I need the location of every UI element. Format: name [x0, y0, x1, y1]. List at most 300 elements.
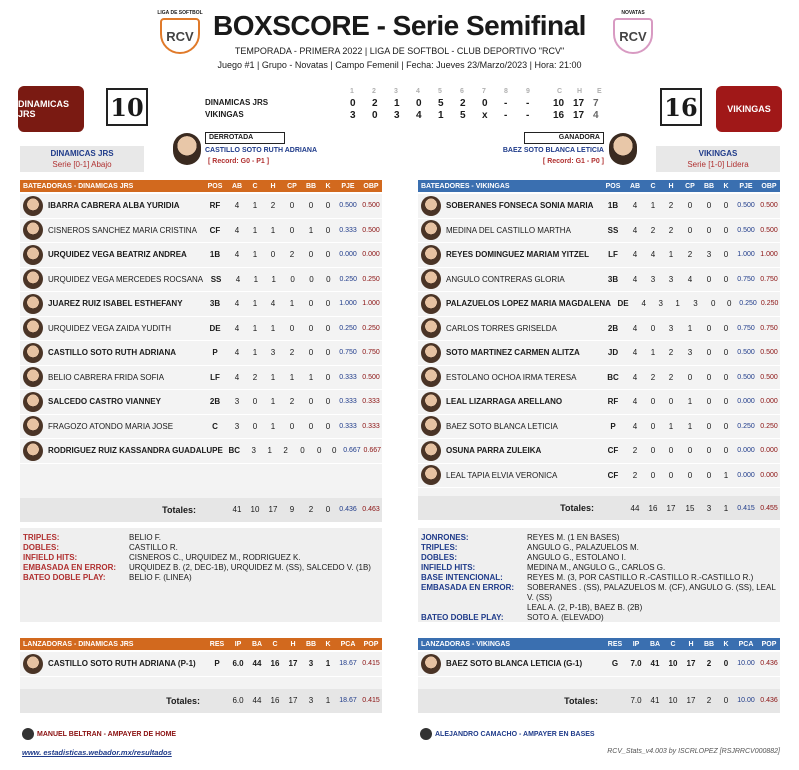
- player-row[interactable]: [418, 219, 780, 244]
- stat-bb: 0: [308, 299, 314, 309]
- home-batting-totals: [418, 496, 780, 520]
- note-row: [421, 573, 780, 583]
- player-row[interactable]: [418, 415, 780, 440]
- stat-c: 0: [252, 421, 258, 431]
- stat-h: 1: [270, 372, 276, 382]
- stat-pje: 0.333: [339, 226, 357, 234]
- stat-h: 3: [270, 348, 276, 358]
- league-logo-left: LIGA DE SOFTBOL RCV: [150, 10, 210, 60]
- player-row[interactable]: [20, 415, 382, 440]
- player-avatar: [23, 318, 43, 338]
- inning-runs: 0: [372, 110, 378, 121]
- inning-runs: -: [526, 110, 530, 121]
- total-ba: 44: [252, 696, 262, 705]
- stat-pos: BC: [607, 372, 619, 382]
- inning-runs: 5: [460, 110, 466, 121]
- stat-bb: 0: [308, 201, 314, 211]
- stat-pje: 0.250: [739, 300, 757, 308]
- player-row[interactable]: [418, 317, 780, 342]
- rhe-header: E: [597, 88, 602, 95]
- stat-k: 0: [326, 274, 331, 284]
- note-key: INFIELD HITS:: [23, 553, 78, 562]
- column-header: IP: [234, 640, 242, 648]
- player-avatar: [421, 220, 441, 240]
- note-key: DOBLES:: [23, 543, 59, 552]
- stat-pos: SS: [210, 274, 222, 284]
- stat-pje: 0.333: [339, 398, 357, 406]
- away-score: 10: [106, 88, 148, 126]
- note-value: ANGULO G., ESTOLANO I.: [527, 553, 626, 562]
- away-pitching-title: LANZADORAS - DINAMICAS JRS: [23, 640, 134, 648]
- player-row[interactable]: [20, 243, 382, 268]
- player-name: BELIO CABRERA FRIDA SOFIA: [48, 372, 165, 382]
- column-header: BA: [649, 640, 661, 648]
- away-pitching-header: [20, 638, 382, 650]
- stat-obp: 0.250: [362, 324, 380, 332]
- stat-h: 0: [668, 397, 674, 407]
- note-row: [421, 543, 780, 553]
- note-key: JONRONES:: [421, 533, 469, 542]
- stat-k: 0: [723, 421, 729, 431]
- umpire-icon: [22, 728, 34, 740]
- player-avatar: [23, 269, 43, 289]
- table-filler: [418, 488, 780, 496]
- note-row: [23, 543, 382, 553]
- stat-pos: 3B: [209, 299, 221, 309]
- column-header: PJE: [739, 182, 753, 190]
- stat-k: 0: [723, 397, 729, 407]
- stat-bb: 0: [706, 397, 712, 407]
- player-row[interactable]: [20, 439, 382, 464]
- stat-pos: CF: [607, 470, 619, 480]
- stat-cp: 0: [687, 372, 693, 382]
- inning-header: 8: [504, 88, 508, 95]
- home-batting-title: BATEADORES - VIKINGAS: [421, 182, 510, 190]
- stat-k: 0: [332, 446, 337, 456]
- away-pitching-table: [20, 638, 382, 713]
- player-row[interactable]: [20, 194, 382, 219]
- total-pje: 0.415: [737, 504, 755, 512]
- rhe-value: 17: [573, 98, 585, 109]
- stat-ab: 4: [632, 323, 638, 333]
- stat-pos: 3B: [607, 274, 619, 284]
- player-row[interactable]: [418, 439, 780, 464]
- column-header: PCA: [340, 640, 356, 648]
- stat-c: 2: [650, 372, 656, 382]
- stat-pje: 1.000: [339, 300, 357, 308]
- stat-obp: 0.500: [362, 226, 380, 234]
- stat-ab: 4: [632, 250, 638, 260]
- note-key: EMBASADA EN ERROR:: [23, 563, 117, 572]
- note-value: BELIO F.: [129, 533, 162, 542]
- note-value: BELIO F. (LINEA): [129, 573, 192, 582]
- stat-cp: 0: [687, 446, 693, 456]
- rhe-value: 16: [553, 110, 565, 121]
- note-value: LEAL A. (2, P-1B), BAEZ B. (2B): [527, 603, 643, 612]
- stat-c: 1: [252, 250, 258, 260]
- total-ip: 6.0: [232, 696, 244, 705]
- stat-c: 0: [252, 397, 258, 407]
- home-pitching-table: [418, 638, 780, 713]
- total-ip: 7.0: [630, 696, 642, 705]
- stat-k: 0: [723, 274, 729, 284]
- stat-ab: 3: [234, 421, 240, 431]
- total-pca: 18.67: [339, 697, 357, 704]
- stat-ab: 2: [632, 446, 638, 456]
- stat-pop: 0.436: [760, 660, 778, 668]
- column-header: C: [650, 182, 656, 190]
- stat-h: 1: [270, 397, 276, 407]
- stat-obp: 0.500: [362, 373, 380, 381]
- stat-k: 0: [325, 323, 331, 333]
- note-key: EMBASADA EN ERROR:: [421, 583, 515, 592]
- away-batting-totals: [20, 498, 382, 522]
- stat-k: 0: [723, 250, 729, 260]
- stat-h: 2: [668, 348, 674, 358]
- inning-runs: 0: [416, 98, 422, 109]
- total-c: 16: [648, 503, 658, 513]
- player-name: LEAL LIZARRAGA ARELLANO: [446, 397, 563, 407]
- player-avatar: [421, 416, 441, 436]
- stat-k: 0: [325, 348, 331, 358]
- total-pje: 0.436: [339, 506, 357, 513]
- stat-cp: 1: [289, 299, 295, 309]
- column-header: RES: [209, 640, 225, 648]
- note-value: URQUIDEZ B. (2, DEC-1B), URQUIDEZ M. (SS), SALCEDO V. (1B): [129, 563, 371, 572]
- total-pca: 10.00: [737, 697, 755, 704]
- player-row[interactable]: [418, 268, 780, 293]
- loser-label: DERROTADA: [205, 132, 285, 144]
- stat-ab: 4: [632, 274, 638, 284]
- stat-pos: RF: [209, 201, 221, 211]
- inning-runs: 0: [350, 98, 356, 109]
- total-cp: 15: [685, 503, 695, 513]
- inning-runs: 1: [394, 98, 400, 109]
- stat-pje: 0.500: [339, 202, 357, 210]
- away-batting-header: [20, 180, 382, 192]
- stat-obp: 0.000: [760, 398, 778, 406]
- rhe-value: 4: [593, 110, 599, 121]
- player-avatar: [23, 392, 43, 412]
- stat-cp: 2: [687, 250, 693, 260]
- home-score: 16: [660, 88, 702, 126]
- player-name: URQUIDEZ VEGA MERCEDES ROCSANA: [48, 274, 204, 284]
- total-h: 17: [288, 696, 298, 705]
- away-notes: [20, 528, 382, 622]
- stat-cp: 0: [289, 201, 295, 211]
- stat-c: 2: [650, 225, 656, 235]
- inning-runs: 3: [394, 110, 400, 121]
- stat-bb: 1: [308, 372, 314, 382]
- stat-pje: 0.333: [339, 373, 357, 381]
- total-obp: 0.455: [760, 504, 778, 512]
- player-avatar: [23, 441, 43, 461]
- stat-pje: 0.500: [737, 202, 755, 210]
- stat-obp: 0.500: [362, 202, 380, 210]
- column-header: C: [252, 182, 258, 190]
- player-avatar: [23, 196, 43, 216]
- player-row[interactable]: [418, 341, 780, 366]
- home-pitching-header: [418, 638, 780, 650]
- player-row[interactable]: [20, 268, 382, 293]
- home-batting-table: [418, 180, 780, 520]
- inning-runs: 5: [438, 98, 444, 109]
- away-team-card: DINAMICAS JRS Serie [0-1] Abajo: [20, 146, 144, 172]
- player-name: CISNEROS SANCHEZ MARIA CRISTINA: [48, 225, 197, 235]
- inning-runs: 2: [460, 98, 466, 109]
- stat-ab: 4: [235, 274, 241, 284]
- stat-pos: 1B: [607, 201, 619, 211]
- league-logo-right-text: RCV: [613, 18, 653, 54]
- note-value: ANGULO G., PALAZUELOS M.: [527, 543, 639, 552]
- inning-runs: 0: [482, 98, 488, 109]
- inning-runs: 4: [416, 110, 422, 121]
- player-row[interactable]: [20, 219, 382, 244]
- total-obp: 0.463: [362, 506, 380, 513]
- stat-bb: 0: [706, 225, 712, 235]
- stat-h: 2: [668, 201, 674, 211]
- game-line: Juego #1 | Grupo - Novatas | Campo Femenil | Fecha: Jueves 23/Marzo/2023 | Hora: 21:00: [217, 60, 582, 70]
- player-name: LEAL TAPIA ELVIA VERONICA: [446, 470, 558, 480]
- stat-c: 1: [252, 348, 258, 358]
- website-link[interactable]: www. estadisticas.webador.mx/resultados: [22, 748, 172, 757]
- stat-bb: 0: [308, 348, 314, 358]
- player-name: CASTILLO SOTO RUTH ADRIANA: [48, 348, 176, 358]
- season-line: TEMPORADA - PRIMERA 2022 | LIGA DE SOFTBOL - CLUB DEPORTIVO "RCV": [234, 46, 565, 56]
- player-name: URQUIDEZ VEGA BEATRIZ ANDREA: [48, 250, 187, 260]
- umpire-icon: [420, 728, 432, 740]
- note-row: [421, 533, 780, 543]
- pitcher-row[interactable]: [20, 652, 382, 677]
- player-row[interactable]: [20, 317, 382, 342]
- pitcher-row[interactable]: [418, 652, 780, 677]
- player-row[interactable]: [418, 390, 780, 415]
- stat-pos: DE: [209, 323, 221, 333]
- line-team-name: DINAMICAS JRS: [205, 98, 269, 107]
- column-header: BA: [251, 640, 263, 648]
- away-batting-title: BATEADORAS - DINAMICAS JRS: [23, 182, 134, 190]
- column-header: K: [325, 182, 331, 190]
- stat-c: 16: [270, 659, 280, 669]
- stat-obp: 0.000: [760, 447, 778, 455]
- stat-c: 3: [658, 299, 663, 309]
- home-notes: [418, 528, 780, 622]
- stat-h: 4: [270, 299, 276, 309]
- note-row: [421, 603, 780, 613]
- winner-label: GANADORA: [524, 132, 604, 144]
- note-row: [23, 573, 382, 583]
- home-pitching-totals: [418, 689, 780, 713]
- player-name: CARLOS TORRES GRISELDA: [446, 323, 557, 333]
- player-avatar: [23, 294, 43, 314]
- stat-ab: 4: [234, 250, 240, 260]
- total-h: 17: [666, 503, 676, 513]
- inning-header: 7: [482, 88, 486, 95]
- column-header: POS: [207, 182, 223, 190]
- player-row[interactable]: [20, 341, 382, 366]
- column-header: IP: [632, 640, 640, 648]
- stat-ab: 4: [632, 397, 638, 407]
- total-pop: 0.415: [362, 697, 380, 704]
- stat-cp: 1: [687, 323, 693, 333]
- player-row[interactable]: [20, 390, 382, 415]
- home-pitching-title: LANZADORAS - VIKINGAS: [421, 640, 511, 648]
- total-bb: 2: [308, 505, 314, 514]
- stat-obp: 0.750: [760, 324, 778, 332]
- note-value: SOTO A. (ELEVADO): [527, 613, 604, 622]
- stat-bb: 0: [706, 470, 712, 480]
- player-avatar: [421, 465, 441, 485]
- inning-runs: 3: [350, 110, 356, 121]
- note-key: TRIPLES:: [23, 533, 60, 542]
- player-row[interactable]: [418, 243, 780, 268]
- line-score-row: [205, 98, 605, 110]
- umpire-bases: ALEJANDRO CAMACHO - AMPAYER EN BASES: [420, 728, 595, 740]
- table-filler: [20, 464, 382, 498]
- stat-bb: 3: [706, 250, 712, 260]
- stat-k: 1: [723, 470, 729, 480]
- column-header: BB: [703, 182, 715, 190]
- inning-runs: 2: [372, 98, 378, 109]
- column-header: POP: [363, 640, 379, 648]
- total-pop: 0.436: [760, 697, 778, 704]
- total-c: 10: [250, 505, 260, 514]
- stat-c: 0: [650, 470, 656, 480]
- stat-ip: 6.0: [232, 659, 244, 669]
- home-batting-header: [418, 180, 780, 192]
- stat-h: 3: [668, 274, 674, 284]
- stat-cp: 0: [289, 225, 295, 235]
- stat-ab: 4: [234, 372, 240, 382]
- stat-ab: 3: [251, 446, 256, 456]
- player-avatar: [421, 343, 441, 363]
- league-logo-left-text: RCV: [160, 18, 200, 54]
- stat-cp: 3: [687, 348, 693, 358]
- stat-h: 2: [283, 446, 288, 456]
- stat-bb: 0: [706, 372, 712, 382]
- stat-obp: 0.750: [760, 275, 778, 283]
- stat-ab: 2: [632, 470, 638, 480]
- stat-c: 1: [252, 225, 258, 235]
- total-bb: 2: [706, 696, 712, 705]
- stat-k: 0: [325, 372, 331, 382]
- page-title: BOXSCORE - Serie Semifinal: [213, 10, 586, 41]
- column-header: H: [668, 182, 674, 190]
- stat-k: 0: [325, 397, 331, 407]
- note-row: [421, 563, 780, 573]
- stat-c: 1: [252, 323, 258, 333]
- player-name: ANGULO CONTRERAS GLORIA: [446, 274, 565, 284]
- stat-cp: 0: [687, 201, 693, 211]
- note-key: DOBLES:: [421, 553, 457, 562]
- player-row[interactable]: [418, 366, 780, 391]
- inning-header: 6: [460, 88, 464, 95]
- stat-k: 0: [325, 225, 331, 235]
- stat-c: 3: [650, 274, 656, 284]
- note-value: CISNEROS C., URQUIDEZ M., RODRIGUEZ K.: [129, 553, 301, 562]
- column-header: CP: [685, 182, 695, 190]
- column-header: AB: [629, 182, 641, 190]
- winner-record: [ Record: G1 - P0 ]: [542, 158, 604, 165]
- player-row[interactable]: [20, 366, 382, 391]
- stat-h: 3: [668, 323, 674, 333]
- stat-bb: 2: [706, 659, 712, 669]
- stat-pos: RF: [607, 397, 619, 407]
- player-row[interactable]: [418, 292, 780, 317]
- note-value: MEDINA M., ANGULO G., CARLOS G.: [527, 563, 666, 572]
- column-header: H: [290, 640, 296, 648]
- stat-bb: 0: [706, 421, 712, 431]
- stat-obp: 1.000: [760, 251, 778, 259]
- player-name: PALAZUELOS LOPEZ MARIA MAGDALENA: [446, 299, 611, 309]
- player-row[interactable]: [418, 194, 780, 219]
- column-header: POS: [605, 182, 621, 190]
- column-header: C: [272, 640, 278, 648]
- pitcher-name: CASTILLO SOTO RUTH ADRIANA (P-1): [48, 659, 196, 669]
- note-row: [23, 563, 382, 573]
- stat-k: 0: [723, 323, 729, 333]
- stat-pos: P: [610, 421, 616, 431]
- total-ba: 41: [650, 696, 660, 705]
- player-name: MEDINA DEL CASTILLO MARTHA: [446, 225, 571, 235]
- player-row[interactable]: [20, 292, 382, 317]
- inning-header: 9: [526, 88, 530, 95]
- pitcher-name: BAEZ SOTO BLANCA LETICIA (G-1): [446, 659, 583, 669]
- rhe-value: 10: [553, 98, 565, 109]
- stat-bb: 0: [706, 348, 712, 358]
- stat-cp: 2: [289, 250, 295, 260]
- stat-k: 0: [325, 201, 331, 211]
- inning-runs: -: [504, 98, 508, 109]
- total-ab: 44: [630, 503, 640, 513]
- column-header: BB: [703, 640, 715, 648]
- player-name: SALCEDO CASTRO VIANNEY: [48, 397, 161, 407]
- stat-ab: 4: [641, 299, 646, 309]
- stat-c: 1: [252, 201, 258, 211]
- inning-runs: -: [526, 98, 530, 109]
- stat-ab: 4: [234, 225, 240, 235]
- player-row[interactable]: [418, 464, 780, 489]
- player-avatar: [421, 245, 441, 265]
- note-key: INFIELD HITS:: [421, 563, 476, 572]
- stat-k: 1: [325, 659, 331, 669]
- total-k: 0: [723, 696, 729, 705]
- inning-header: 2: [372, 88, 376, 95]
- pitcher-avatar: [421, 654, 441, 674]
- stat-pos: LF: [210, 372, 220, 382]
- stat-ab: 4: [234, 299, 240, 309]
- line-team-name: VIKINGAS: [205, 110, 244, 119]
- stat-h: 1: [270, 225, 276, 235]
- stat-bb: 0: [711, 299, 716, 309]
- note-row: [23, 553, 382, 563]
- column-header: CP: [287, 182, 297, 190]
- column-header: OBP: [761, 182, 777, 190]
- inning-runs: 1: [438, 110, 444, 121]
- league-logo-right: NOVATAS RCV: [603, 10, 663, 60]
- player-name: IBARRA CABRERA ALBA YURIDIA: [48, 201, 180, 211]
- player-name: SOTO MARTINEZ CARMEN ALITZA: [446, 348, 580, 358]
- stat-pje: 0.750: [737, 324, 755, 332]
- rhe-header: H: [577, 88, 583, 95]
- pitcher-avatar: [23, 654, 43, 674]
- stat-cp: 2: [289, 348, 295, 358]
- stat-pje: 0.500: [737, 349, 755, 357]
- player-name: REYES DOMINGUEZ MARIAM YITZEL: [446, 250, 589, 260]
- stat-cp: 4: [687, 274, 693, 284]
- line-score-row: [205, 110, 605, 122]
- home-team-card: VIKINGAS Serie [1-0] Lidera: [656, 146, 780, 172]
